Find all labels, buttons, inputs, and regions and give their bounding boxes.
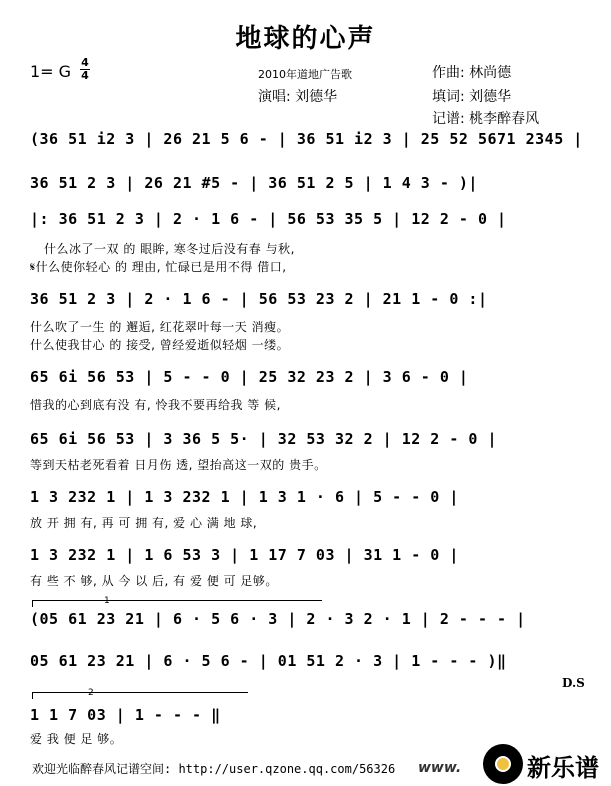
score-line-4: 36 51 2 3 | 2 · 1 6 - | 56 53 23 2 | 21 1 - 0 :| xyxy=(30,290,488,308)
lyric-line-7: 放 开 拥 有, 再 可 拥 有, 爱 心 满 地 球, xyxy=(30,516,258,530)
lyricist: 填词: 刘德华 xyxy=(432,89,512,105)
lyric-line-4b: 什么使我甘心 的 接受, 曾经爱逝似轻烟 一缕。 xyxy=(30,338,290,352)
disc-logo-icon xyxy=(483,744,523,784)
time-signature-bottom: 4 xyxy=(81,69,89,82)
lyric-line-3b: 𝄋什么使你轻心 的 理由, 忙碌已是用不得 借口, xyxy=(30,260,287,274)
footer-www: www. xyxy=(418,760,462,776)
score-line-3: |: 36 51 2 3 | 2 · 1 6 - | 56 53 35 5 | 12 2 - 0 | xyxy=(30,210,507,228)
lyric-line-8: 有 些 不 够, 从 今 以 后, 有 爱 便 可 足够。 xyxy=(30,574,278,588)
score-line-8: 1 3 232 1 | 1 6 53 3 | 1 17 7 03 | 31 1 - 0 | xyxy=(30,546,459,564)
time-signature xyxy=(80,58,90,81)
time-signature-top: 4 xyxy=(81,56,89,69)
key-signature: 1= G xyxy=(30,62,72,81)
ending-bracket-1 xyxy=(32,600,322,601)
lyric-line-3a: 什么冰了一双 的 眼眸, 寒冬过后没有春 与秋, xyxy=(44,242,295,256)
site-logo-text: 新乐谱 xyxy=(527,754,599,782)
score-line-11: 1 1 7 03 | 1 - - - ‖ xyxy=(30,706,221,724)
score-line-10: 05 61 23 21 | 6 · 5 6 - | 01 51 2 · 3 | 1 - - - )‖ xyxy=(30,652,507,670)
lyric-line-5: 惜我的心到底有没 有, 怜我不要再给我 等 候, xyxy=(30,398,281,412)
footer-text: 欢迎光临醉春风记谱空间: http://user.qzone.qq.com/56326 xyxy=(32,762,396,776)
singer: 演唱: 刘德华 xyxy=(258,89,338,105)
score-line-9: (05 61 23 21 | 6 · 5 6 · 3 | 2 · 3 2 · 1 | 2 - - - | xyxy=(30,610,526,628)
subtitle: 2010年道地广告歌 xyxy=(258,68,352,81)
composer: 作曲: 林尚德 xyxy=(432,65,512,81)
ending-number-2: 2 xyxy=(88,688,94,698)
ending-bracket-2 xyxy=(32,692,248,693)
ds-mark: D.S xyxy=(562,676,585,690)
score-line-7: 1 3 232 1 | 1 3 232 1 | 1 3 1 · 6 | 5 - - 0 | xyxy=(30,488,459,506)
lyric-line-4a: 什么吹了一生 的 邂逅, 红花翠叶每一天 消瘦。 xyxy=(30,320,290,334)
score-line-2: 36 51 2 3 | 26 21 #5 - | 36 51 2 5 | 1 4 3 - )| xyxy=(30,174,478,192)
score-line-6: 65 6i 56 53 | 3 36 5 5· | 32 53 32 2 | 12 2 - 0 | xyxy=(30,430,498,448)
transcriber: 记谱: 桃李醉春风 xyxy=(432,111,540,127)
score-line-1: (36 51 i2 3 | 26 21 5 6 - | 36 51 i2 3 | 25 52 5671 2345 | xyxy=(30,130,583,148)
ending-number-1: 1 xyxy=(104,596,110,606)
lyric-line-6: 等到天枯老死看着 日月伤 透, 望抬高这一双的 贵手。 xyxy=(30,458,327,472)
song-title: 地球的心声 xyxy=(235,24,376,54)
lyric-line-11: 爱 我 便 足 够。 xyxy=(30,732,123,746)
score-line-5: 65 6i 56 53 | 5 - - 0 | 25 32 23 2 | 3 6 - 0 | xyxy=(30,368,469,386)
